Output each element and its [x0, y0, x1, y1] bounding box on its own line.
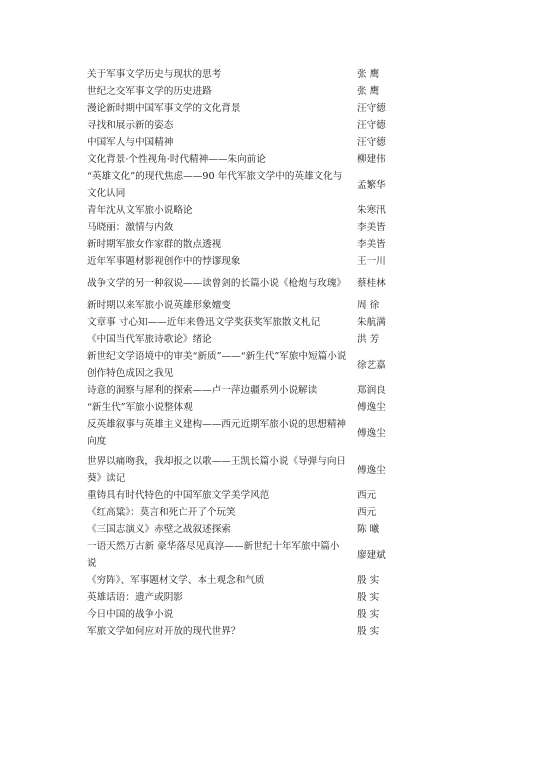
entry-title: “新生代”军旅小说整体观 — [87, 402, 193, 413]
entry-author: 王一川 — [357, 256, 386, 267]
entry-author: 殷 实 — [357, 592, 380, 603]
entry-author: 殷 实 — [357, 626, 380, 637]
toc-entry — [87, 100, 387, 117]
entry-title: 《红高粱》：莫言和死亡开了个玩笑 — [87, 507, 236, 518]
entry-author: 张 鹰 — [357, 86, 380, 97]
toc-entry — [87, 382, 387, 399]
entry-title: 关于军事文学历史与现状的思考 — [87, 69, 222, 80]
entry-title: 寻找和展示新的姿态 — [87, 120, 174, 131]
entry-title: 世界以痛吻我，我却报之以歌——王凯长篇小说《导弹与向日葵》读记 — [87, 456, 347, 484]
toc-entry — [87, 504, 387, 521]
entry-title: 新时期以来军旅小说英雄形象嬗变 — [87, 300, 231, 311]
entry-author: 郑润良 — [357, 385, 386, 396]
entry-title: 诗意的洞察与犀利的探索——卢一萍边疆系列小说解读 — [87, 385, 318, 396]
entry-title: 今日中国的战争小说 — [87, 609, 174, 620]
entry-author: 洪 芳 — [357, 334, 380, 345]
toc-entry — [87, 219, 387, 236]
entry-title: 英雄话语：遗产或阴影 — [87, 592, 183, 603]
entry-author: 傅逸尘 — [357, 464, 386, 476]
entry-author: 殷 实 — [357, 609, 380, 620]
entry-author: 蔡桂林 — [357, 278, 386, 289]
entry-title: 新世纪文学语境中的审美“新质”——“新生代”军旅中短篇小说创作特色成因之我见 — [87, 351, 347, 379]
toc-entry — [87, 134, 387, 151]
toc-entry — [87, 589, 387, 606]
entry-author: 西元 — [357, 507, 377, 518]
toc-entry — [87, 168, 387, 202]
entry-title: 马晓丽：激情与内敛 — [87, 222, 174, 233]
entry-author: 李美皆 — [357, 222, 386, 233]
toc-entry — [87, 348, 387, 382]
entry-author: 汪守德 — [357, 137, 386, 148]
entry-title: 《中国当代军旅诗歌论》绪论 — [87, 334, 212, 345]
entry-author: 徐艺嘉 — [357, 359, 386, 371]
entry-author: 朱寒汛 — [357, 205, 386, 216]
toc-entry — [87, 253, 387, 270]
toc-entry — [87, 297, 387, 314]
entry-title: 《穷阵》、军事题材文学、本土观念和气质 — [87, 575, 265, 586]
entry-title: 中国军人与中国精神 — [87, 137, 174, 148]
toc-entry — [87, 66, 387, 83]
entry-title: 战争文学的另一种叙说——读曾剑的长篇小说《枪炮与玫瑰》 — [87, 278, 347, 289]
entry-title: “英雄文化”的现代焦虑——90 年代军旅文学中的英雄文化与文化认同 — [87, 171, 343, 199]
entry-title: 新时期军旅女作家群的散点透视 — [87, 239, 222, 250]
toc-entry — [87, 236, 387, 253]
entry-title: 近年军事题材影视创作中的悖谬现象 — [87, 256, 241, 267]
toc-entry — [87, 453, 387, 487]
entry-title: 世纪之交军事文学的历史进路 — [87, 86, 212, 97]
toc-entry — [87, 314, 387, 331]
toc-entry — [87, 538, 387, 572]
entry-title: 文化背景·个性视角·时代精神——朱向前论 — [87, 154, 266, 165]
toc-entry — [87, 83, 387, 100]
toc-entry — [87, 521, 387, 538]
entry-author: 朱航满 — [357, 317, 386, 328]
entry-author: 孟繁华 — [357, 179, 386, 191]
toc-entry — [87, 117, 387, 134]
entry-title: 军旅文学如何应对开放的现代世界？ — [87, 626, 241, 637]
entry-title: 青年沈从文军旅小说略论 — [87, 205, 193, 216]
toc-entry — [87, 275, 387, 292]
toc-entry — [87, 151, 387, 168]
entry-author: 傅逸尘 — [357, 402, 386, 413]
toc-entry — [87, 202, 387, 219]
toc-entry — [87, 623, 387, 640]
table-of-contents — [87, 66, 387, 640]
toc-entry — [87, 606, 387, 623]
entry-author: 西元 — [357, 490, 377, 501]
toc-entry — [87, 572, 387, 589]
entry-author: 殷 实 — [357, 575, 380, 586]
entry-author: 廖建斌 — [357, 549, 386, 561]
entry-author: 汪守德 — [357, 103, 386, 114]
entry-author: 傅逸尘 — [357, 427, 386, 439]
toc-entry — [87, 331, 387, 348]
entry-author: 柳建伟 — [357, 154, 386, 165]
toc-entry — [87, 399, 387, 416]
entry-author: 李美皆 — [357, 239, 386, 250]
entry-title: 反英雄叙事与英雄主义建构——西元近期军旅小说的思想精神向度 — [87, 419, 347, 447]
entry-author: 汪守德 — [357, 120, 386, 131]
toc-entry — [87, 487, 387, 504]
entry-author: 陈 曦 — [357, 524, 380, 535]
entry-title: 重铸具有时代特色的中国军旅文学美学风范 — [87, 490, 270, 501]
entry-title: 一语天然万古新 豪华落尽见真淳——新世纪十年军旅中篇小说 — [87, 541, 340, 569]
entry-author: 周 徐 — [357, 300, 380, 311]
toc-entry — [87, 416, 387, 450]
entry-title: 《三国志演义》赤壁之战叙述探索 — [87, 524, 231, 535]
entry-title: 文章事 寸心知——近年来鲁迅文学奖获奖军旅散文札记 — [87, 317, 321, 328]
entry-title: 漫论新时期中国军事文学的文化背景 — [87, 103, 241, 114]
entry-author: 张 鹰 — [357, 69, 380, 80]
